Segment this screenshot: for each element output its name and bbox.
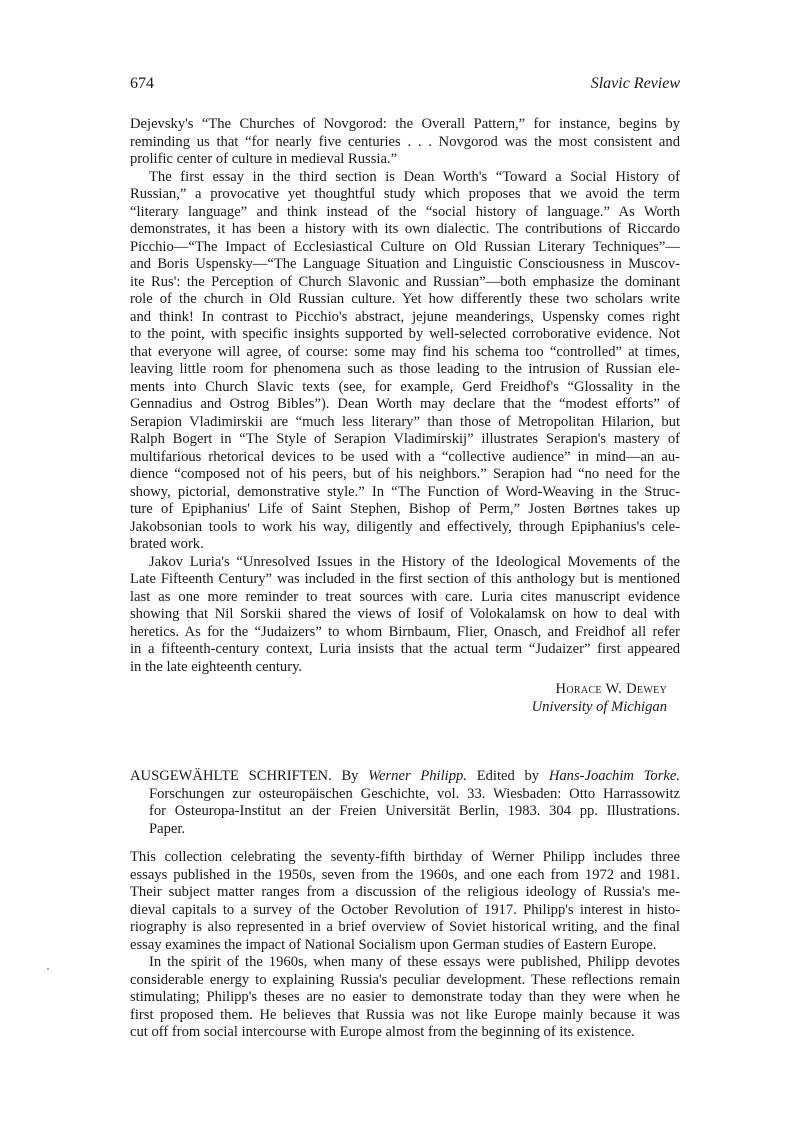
running-header (130, 75, 680, 95)
citation-line: for Osteuropa-Institut an der Freien Universität Berlin, 1983. 304 pp. Illustrations. (149, 803, 680, 819)
paragraph (130, 849, 680, 954)
text-line: dieval capitals to a survey of the October Revolution of 1917. Philipp's interest in histo- (130, 901, 680, 918)
paragraph (130, 954, 680, 1042)
reviewer-name: Horace W. Dewey (555, 681, 667, 697)
text-line: cut off from social intercourse with Europe almost from the beginning of its existence. (130, 1024, 635, 1040)
text-line: heretics. As for the “Judaizers” to whom Birnbaum, Flier, Onasch, and Freidhof all refer (130, 623, 680, 640)
citation-line: Paper. (149, 820, 186, 837)
journal-title: Slavic Review (590, 75, 680, 92)
text-line: essays published in the 1950s, seven from the 1960s, and one each from 1972 and 1981. (130, 866, 680, 883)
text-line: Jakov Luria's “Unresolved Issues in the History of the Ideological Movements of the (149, 553, 680, 570)
book-author: Werner Philipp. (368, 768, 467, 784)
text-line: Jakobsonian tools to work his way, diligently and effectively, through Epiphanius's cele- (130, 518, 680, 535)
page-number: 674 (130, 75, 154, 92)
by-label: By (341, 768, 359, 784)
paragraph (130, 169, 680, 554)
text-line: Ralph Bogert in “The Style of Serapion Vladimirskij” illustrates Serapion's mastery of (130, 431, 680, 447)
text-line: essay examines the impact of National Socialism upon German studies of Eastern Europe. (130, 936, 657, 953)
paragraph (130, 554, 680, 677)
reviewer-institution: University of Michigan (531, 699, 667, 715)
text-line: Serapion Vladimirskii are “much less literary” than those of Metropolitan Hilarion, but (130, 413, 680, 430)
text-line: reminding us that “for nearly five centuries . . . Novgorod was the most consistent and (130, 133, 680, 150)
text-line: leaving little room for phenomena such as those leading to the intrusion of Russian ele- (130, 361, 680, 377)
text-line: showing that Nil Sorskii shared the views of Iosif of Volokalamsk on how to deal with (130, 606, 680, 622)
text-line: demonstrates, it has been a history with its own dialectic. The contributions of Riccardo (130, 221, 680, 237)
text-line: to the point, with specific insights supported by well-selected corroborative evidence. Not (130, 326, 680, 342)
text-line: prolific center of culture in medieval Russia.” (130, 151, 398, 167)
text-line: first proposed them. He believes that Russia was not like Europe mainly because it was (130, 1006, 680, 1023)
text-line: considerable energy to explaining Russia's peculiar development. These reflections remain (130, 971, 680, 988)
text-line: Their subject matter ranges from a discussion of the religious ideology of Russia's me- (130, 884, 680, 900)
text-line: showy, pictorial, demonstrative style.” In “The Function of Word-Weaving in the Struc- (130, 483, 680, 500)
text-line: Picchio—“The Impact of Ecclesiastical Culture on Old Russian Literary Techniques”— (130, 238, 680, 255)
text-line: Dejevsky's “The Churches of Novgorod: the Overall Pattern,” for instance, begins by (130, 116, 680, 132)
text-line: brated work. (130, 536, 204, 552)
text-line: multifarious rhetorical devices to be used with a “collective audience” in mind—an au- (130, 448, 680, 465)
scan-speck (47, 968, 49, 970)
review-1-body (130, 116, 680, 676)
text-line: Late Fifteenth Century” was included in the first section of this anthology but is mentioned (130, 571, 680, 587)
text-line: in a fifteenth-century context, Luria insists that the actual term “Judaizer” first appeared (130, 641, 680, 657)
text-line: The first essay in the third section is Dean Worth's “Toward a Social History of (149, 168, 680, 185)
text-line: stimulating; Philipp's theses are no easier to demonstrate today than they were when he (130, 989, 680, 1005)
citation-line: Forschungen zur osteuropäischen Geschichte, vol. 33. Wiesbaden: Otto Harrassowitz (149, 785, 680, 802)
text-line: role of the church in Old Russian culture. Yet how differently these two scholars write (130, 291, 680, 307)
text-line: In the spirit of the 1960s, when many of these essays were published, Philipp devotes (149, 954, 680, 970)
text-line: that everyone will agree, of course: some may find his schema too “controlled” at times, (130, 343, 680, 360)
text-line: riography is also represented in a brief overview of Soviet historical writing, and the final (130, 919, 680, 935)
citation-title-line (130, 768, 680, 786)
text-line: ments into Church Slavic texts (see, for example, Gerd Freidhof's “Glossality in the (130, 378, 680, 395)
book-editor: Hans-Joachim Torke. (548, 768, 680, 784)
text-line: last as one more reminder to treat sources with care. Luria cites manuscript evidence (130, 588, 680, 605)
text-line: Russian,” a provocative yet thoughtful study which proposes that we avoid the term (130, 186, 680, 202)
text-line: Gennadius and Ostrog Bibles”). Dean Worth may declare that the “modest efforts” of (130, 396, 680, 412)
book-citation (130, 768, 680, 838)
text-line: “literary language” and think instead of the “social history of language.” As Worth (130, 203, 680, 220)
text-line: and Boris Uspensky—“The Language Situation and Linguistic Consciousness in Muscov- (130, 256, 680, 272)
text-line: in the late eighteenth century. (130, 658, 303, 675)
text-line: ture of Epiphanius' Life of Saint Stephen, Bishop of Perm,” Josten Børtnes takes up (130, 501, 680, 517)
text-line: dience “composed not of his peers, but of his neighbors.” Serapion had “no need for the (130, 466, 680, 482)
text-line: ite Rus': the Perception of Church Slavonic and Russian”—both emphasize the dominant (130, 273, 680, 290)
text-line: This collection celebrating the seventy-fifth birthday of Werner Philipp includes three (130, 849, 680, 865)
paragraph (130, 116, 680, 169)
edited-by-label: Edited by (476, 768, 540, 784)
text-line: and think! In contrast to Picchio's abstract, jejune meanderings, Uspensky comes right (130, 308, 680, 325)
review-2-body (130, 849, 680, 1042)
reviewer-signature (532, 680, 680, 716)
book-title: AUSGEWÄHLTE SCHRIFTEN. (130, 768, 332, 784)
